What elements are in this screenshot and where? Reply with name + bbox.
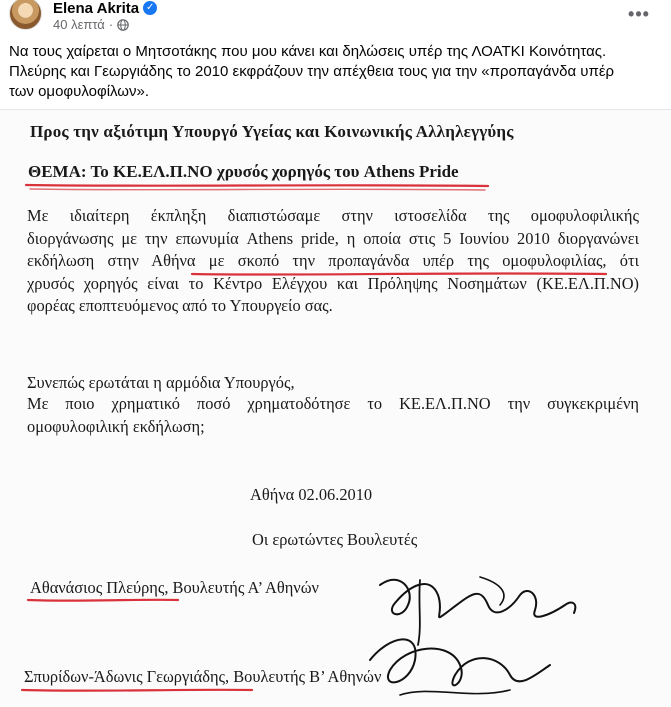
document-askers: Οι ερωτώντες Βουλευτές: [252, 530, 418, 549]
author-name[interactable]: Elena Akrita: [53, 0, 140, 17]
red-underline-subject: [30, 189, 485, 190]
document-body: [27, 205, 639, 318]
verified-badge-icon: ✓: [143, 1, 157, 15]
avatar[interactable]: [9, 0, 42, 30]
red-underline-signer2: [22, 690, 252, 691]
document-question-line: ομοφυλοφιλική εκδήλωση;: [27, 416, 205, 436]
attached-document-image[interactable]: [0, 109, 671, 707]
separator-dot: ·: [108, 17, 114, 32]
author-line: [53, 0, 157, 18]
document-body-line: εκδήλωση στην Αθήνα με σκοπό την προπαγάνδα υπέρ της ομοφυλοφιλίας, ότι: [27, 251, 639, 270]
document-body-line: φορέας εποπτευόμενος από το Υπουργείο σας.: [27, 296, 333, 315]
document-consequently: Συνεπώς ερωτάται η αρμόδια Υπουργός,: [27, 373, 295, 392]
document-subject: ΘΕΜΑ: Το ΚΕ.ΕΛ.Π.ΝΟ χρυσός χορηγός του Athens Pride: [28, 162, 459, 181]
red-underline-subject: [26, 185, 488, 186]
document-signer-1: Αθανάσιος Πλεύρης, Βουλευτής Α’ Αθηνών: [30, 578, 319, 597]
document-date: Αθήνα 02.06.2010: [250, 485, 373, 504]
document-signer-2: Σπυρίδων-Άδωνις Γεωργιάδης, Βουλευτής Β’ Αθηνών: [24, 667, 382, 686]
post-text-line: Να τους χαίρεται ο Μητσοτάκης που μου κάνει και δηλώσεις υπέρ της ΛΟΑΤΚΙ Κοινότητας.: [9, 43, 607, 60]
document-question: [27, 393, 639, 438]
post-time[interactable]: 40 λεπτά: [53, 17, 105, 32]
handwritten-signatures: [360, 565, 590, 707]
post-text: [9, 42, 659, 102]
document-body-line: Με ιδιαίτερη έκπληξη διαπιστώσαμε στην ιστοσελίδα της ομοφυλοφιλικής: [27, 206, 639, 225]
more-options-button[interactable]: •••: [628, 3, 650, 24]
document-recipient: Προς την αξιότιμη Υπουργό Υγείας και Κοινωνικής Αλληλεγγύης: [30, 122, 514, 141]
globe-icon: [117, 19, 129, 31]
red-underline-signer1: [28, 600, 178, 601]
post-meta: [53, 17, 129, 32]
post-header: [0, 0, 671, 40]
document-body-line: διοργάνωσης με την επωνυμία Athens pride, η οποία στις 5 Ιουνίου 2010 διοργανώνει: [27, 228, 639, 248]
post-text-line: των ομοφυλοφίλων».: [9, 83, 150, 100]
post-text-line: Πλεύρης και Γεωργιάδης το 2010 εκφράζουν την απέχθεια τους για την «προπαγάνδα υπέρ: [9, 63, 615, 80]
document-body-line: χρυσός χορηγός είναι το Κέντρο Ελέγχου και Πρόληψης Νοσημάτων (ΚΕ.ΕΛ.Π.ΝΟ): [27, 273, 639, 293]
document-question-line: Με ποιο χρηματικό ποσό χρηματοδότησε το ΚΕ.ΕΛ.Π.ΝΟ την συγκεκριμένη: [27, 394, 639, 413]
